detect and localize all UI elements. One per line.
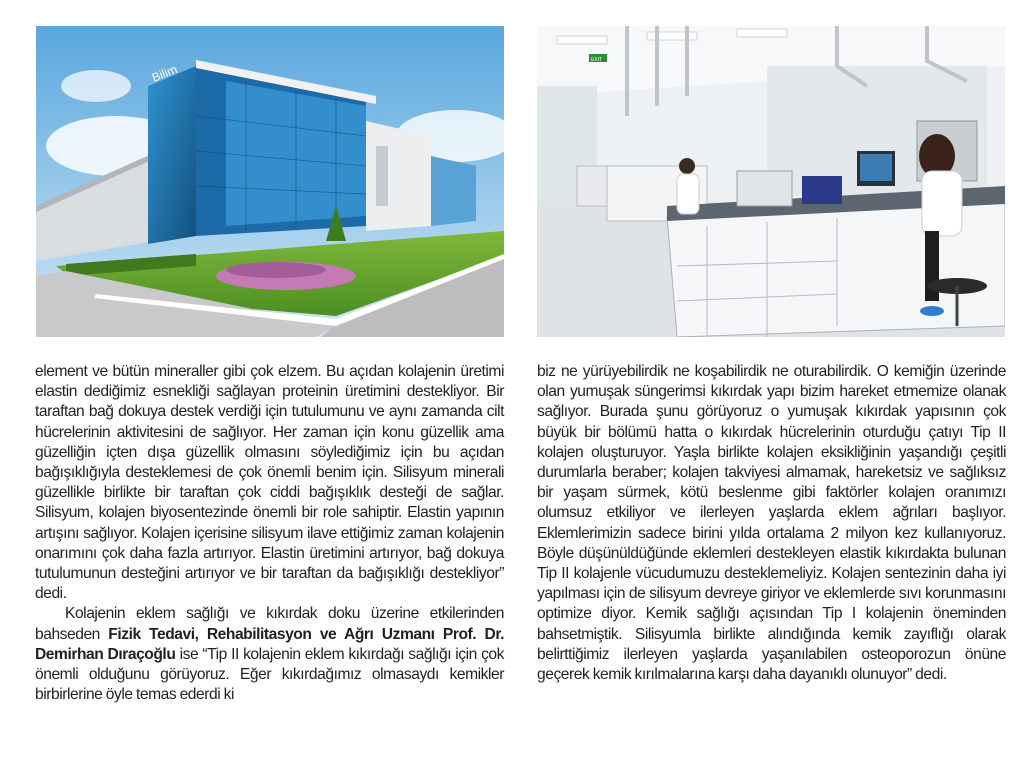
left-paragraph-2-rest: ise “Tip II kolajenin eklem kıkırdağı sağlığı için çok önemli olduğunu görüyoruz. Eğer kıkırdağımız olmasaydı kemikler birbirlerine öyle temas ederdi ki (35, 645, 505, 704)
laboratory-photo (537, 26, 1005, 337)
building-photo (36, 26, 504, 337)
left-paragraph-2 (35, 604, 504, 705)
left-paragraph-1: element ve bütün mineraller gibi çok elzem. Bu açıdan kolajenin üretimi elastin dediğimiz esnekliği sağlayan proteinin üretimini destekliyor. Bir taraftan bağ dokuya destek verdiği için tutulumunu ve aynı zamanda cilt hücrelerinin aktivitesini de sağlıyor. Her zaman için konu güzellik ama güzelliğin içten dışa güzellik olmasını söylediğimiz için bu açıdan bağışıklığıyla desteklemesi de çok önemli benim için. Silisyum minerali güzellikle birlikte bir taraftan çok ciddi bağışıklık desteği de sağlar. Silisyum, kolajen biyosentezinde önemli bir role sahiptir. Elastin yapının artışını sağlıyor. Kolajen içerisine silisyum ilave ettiğimiz zaman kolajenin onarımını çok daha fazla artırıyor. Elastin üretimini artırıyor, bağ dokuya tutulumunun desteğini artırıyor ve bir taraftan da bağışıklığı destekliyor” dedi. (35, 363, 504, 603)
right-paragraph: biz ne yürüyebilirdik ne koşabilirdik ne oturabilirdik. O kemiğin üzerinde olan yumuşak süngerimsi kıkırdak yapı bizim hareket etmemize olanak sağlıyor. Burada şunu görüyoruz o yumuşak kıkırdak yapısının çok büyük bir bölümü hatta o kıkırdak hücrelerinin oturduğu çatıyı Tip II kolajen oluşturuyor. Yaşla birlikte kolajen eksikliğinin yaşandığı çeşitli durumlarla beraber; kolajen takviyesi almamak, hareketsiz ve sağlıksız bir yaşam sürmek, kötü beslenme gibi faktörler kolajen oranımızı olumsuz etkiliyor ve ilerleyen yaşlarda eklem ağrıları başlıyor. Eklemlerimizin sadece birini yılda ortalama 2 milyon kez kullanıyoruz. Böyle düşünüldüğünde eklemleri destekleyen elastik kıkırdakta bulunan Tip II kolajenle vücudumuzu desteklemeliyiz. Kolajen sentezinin daha iyi yapılması için de silisyum devreye giriyor ve eklemlerde sıvı korunmasını optimize diyor. Kemik sağlığı açısından Tip I kolajenin öneminden bahsetmiştik. Silisyumla birlikte alındığında kemik zayıflığı olarak belirttiğimiz ilerleyen yaşlarda yaşanılabilen osteoporozun önüne geçerek kemik kırılmalarına karşı daha dayanıklı olunuyor” dedi. (537, 363, 1006, 684)
left-paragraph-2-intro: Kolajenin eklem sağlığı ve kıkırdak doku üzerine etkilerinden bahseden (35, 605, 504, 643)
article-left-column (35, 362, 504, 705)
expert-title: Fizik Tedavi, Rehabilitasyon ve Ağrı Uzmanı Prof. Dr. Demirhan Dıraçoğlu (35, 625, 505, 663)
building-sign-text: Bilim (149, 62, 180, 85)
article-right-column (537, 362, 1006, 685)
exit-sign-text: EXIT (591, 57, 603, 63)
